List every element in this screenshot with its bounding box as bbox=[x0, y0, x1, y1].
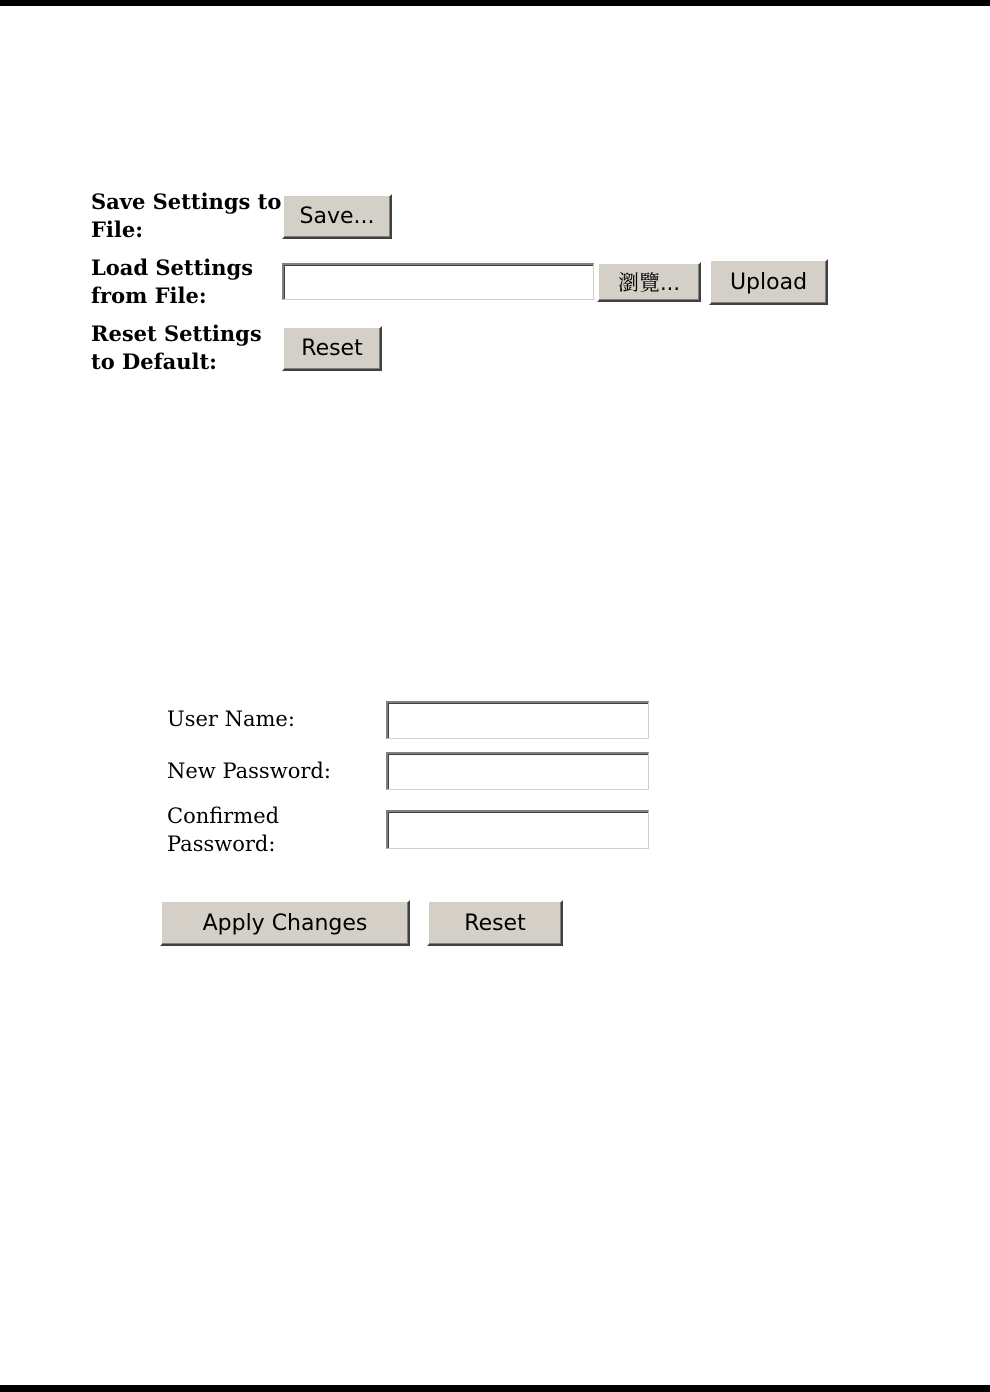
apply-changes-button[interactable]: Apply Changes bbox=[160, 900, 410, 946]
upload-button[interactable]: Upload bbox=[709, 259, 828, 305]
browse-file-button[interactable]: 瀏覽... bbox=[597, 262, 701, 302]
save-settings-label-line2: File: bbox=[91, 217, 143, 242]
new-password-label: New Password: bbox=[167, 759, 331, 783]
load-settings-label-line1: Load Settings bbox=[91, 255, 254, 280]
save-settings-button[interactable]: Save... bbox=[282, 194, 392, 239]
save-settings-label-line1: Save Settings to bbox=[91, 189, 282, 214]
load-settings-label bbox=[91, 254, 253, 310]
bottom-border bbox=[0, 1385, 990, 1392]
save-settings-label bbox=[91, 188, 281, 244]
user-name-input[interactable] bbox=[386, 701, 649, 739]
user-name-label: User Name: bbox=[167, 707, 295, 731]
new-password-input[interactable] bbox=[386, 752, 649, 790]
reset-settings-label-line1: Reset Settings bbox=[91, 321, 262, 346]
load-settings-label-line2: from File: bbox=[91, 283, 207, 308]
confirmed-password-label bbox=[167, 802, 279, 858]
reset-settings-label-line2: to Default: bbox=[91, 349, 217, 374]
confirmed-password-label-line1: Confirmed bbox=[167, 804, 280, 828]
confirmed-password-input[interactable] bbox=[386, 810, 649, 849]
reset-password-form-button[interactable]: Reset bbox=[427, 900, 563, 946]
reset-settings-button[interactable]: Reset bbox=[282, 326, 382, 371]
confirmed-password-label-line2: Password: bbox=[167, 832, 276, 856]
reset-settings-label bbox=[91, 320, 262, 376]
top-border bbox=[0, 0, 990, 6]
settings-file-input[interactable] bbox=[282, 263, 594, 300]
